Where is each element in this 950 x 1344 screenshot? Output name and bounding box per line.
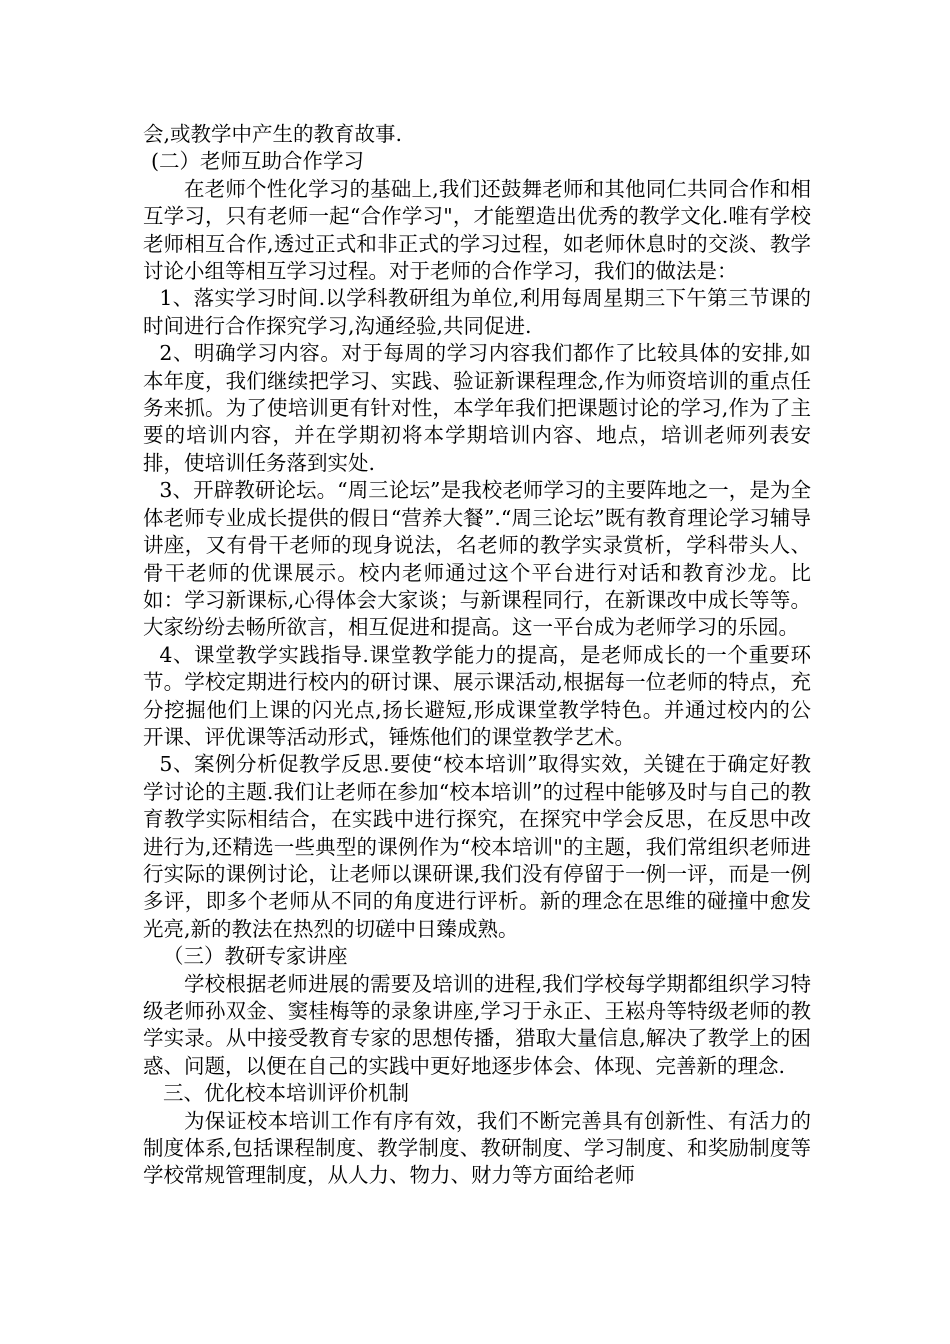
list-item-study-time: 1、落实学习时间.以学科教研组为单位,利用每周星期三下午第三节课的时间进行合作探究学习,沟通经验,共同促进. bbox=[143, 286, 811, 338]
document-page bbox=[143, 121, 811, 1190]
section-heading-evaluation-mechanism: 三、优化校本培训评价机制 bbox=[163, 1081, 409, 1106]
paragraph-cooperation-intro: 在老师个性化学习的基础上,我们还鼓舞老师和其他同仁共同合作和相互学习，只有老师一起“合作学习"，才能塑造出优秀的教学文化.唯有学校老师相互合作,透过正式和非正式的学习过程，如老师休息时的交淡、教学讨论小组等相互学习过程。对于老师的合作学习，我们的做法是： bbox=[143, 176, 811, 284]
list-item-research-forum: 3、开辟教研论坛。“周三论坛”是我校老师学习的主要阵地之一，是为全体老师专业成长提供的假日“营养大餐”.“周三论坛”既有教育理论学习辅导讲座，又有骨干老师的现身说法，名老师的教学实录赏析，学科带头人、骨干老师的优课展示。校内老师通过这个平台进行对话和教育沙龙。比如：学习新课标,心得体会大家谈；与新课程同行，在新课改中成长等等。大家纷纷去畅所欲言，相互促进和提高。这一平台成为老师学习的乐园。 bbox=[143, 478, 811, 640]
paragraph-evaluation-mechanism: 为保证校本培训工作有序有效，我们不断完善具有创新性、有活力的制度体系,包括课程制度、教学制度、教研制度、学习制度、和奖励制度等学校常规管理制度，从人力、物力、财力等方面给老师 bbox=[143, 1108, 811, 1188]
list-item-case-analysis: 5、案例分析促教学反思.要使“校本培训”取得实效，关键在于确定好教学讨论的主题.我们让老师在参加“校本培训”的过程中能够及时与自己的教育教学实际相结合，在实践中进行探究，在探究中学会反思，在反思中改进行为,还精选一些典型的课例作为“校本培训"的主题，我们常组织老师进行实际的课例讨论，让老师以课研课,我们没有停留于一例一评，而是一例多评，即多个老师从不同的角度进行评析。新的理念在思维的碰撞中愈发光亮,新的教法在热烈的切磋中日臻成熟。 bbox=[143, 752, 811, 941]
list-item-study-content: 2、明确学习内容。对于每周的学习内容我们都作了比较具体的安排,如本年度，我们继续把学习、实践、验证新课程理念,作为师资培训的重点任务来抓。为了使培训更有针对性，本学年我们把课题讨论的学习,作为了主要的培训内容，并在学期初将本学期培训内容、地点，培训老师列表安排，使培训任务落到实处. bbox=[143, 341, 811, 475]
paragraph-expert-lectures: 学校根据老师进展的需要及培训的进程,我们学校每学期都组织学习特级老师孙双金、窦桂梅等的录象讲座,学习于永正、王崧舟等特级老师的教学实录。从中接受教育专家的思想传播，猎取大量信息,解决了教学上的困惑、问题，以便在自己的实践中更好地逐步体会、体现、完善新的理念. bbox=[143, 971, 811, 1078]
paragraph-continuation: 会,或教学中产生的教育故事. bbox=[143, 122, 403, 146]
list-item-classroom-practice: 4、课堂教学实践指导.课堂教学能力的提高，是老师成长的一个重要环节。学校定期进行校内的研讨课、展示课活动,根据每一位老师的特点，充分挖掘他们上课的闪光点,扬长避短,形成课堂教学特色。并通过校内的公开课、评优课等活动形式，锤炼他们的课堂教学艺术。 bbox=[143, 642, 811, 749]
section-heading-teacher-cooperation: (二）老师互助合作学习 bbox=[151, 149, 364, 174]
section-heading-expert-lectures: （三）教研专家讲座 bbox=[163, 944, 348, 969]
